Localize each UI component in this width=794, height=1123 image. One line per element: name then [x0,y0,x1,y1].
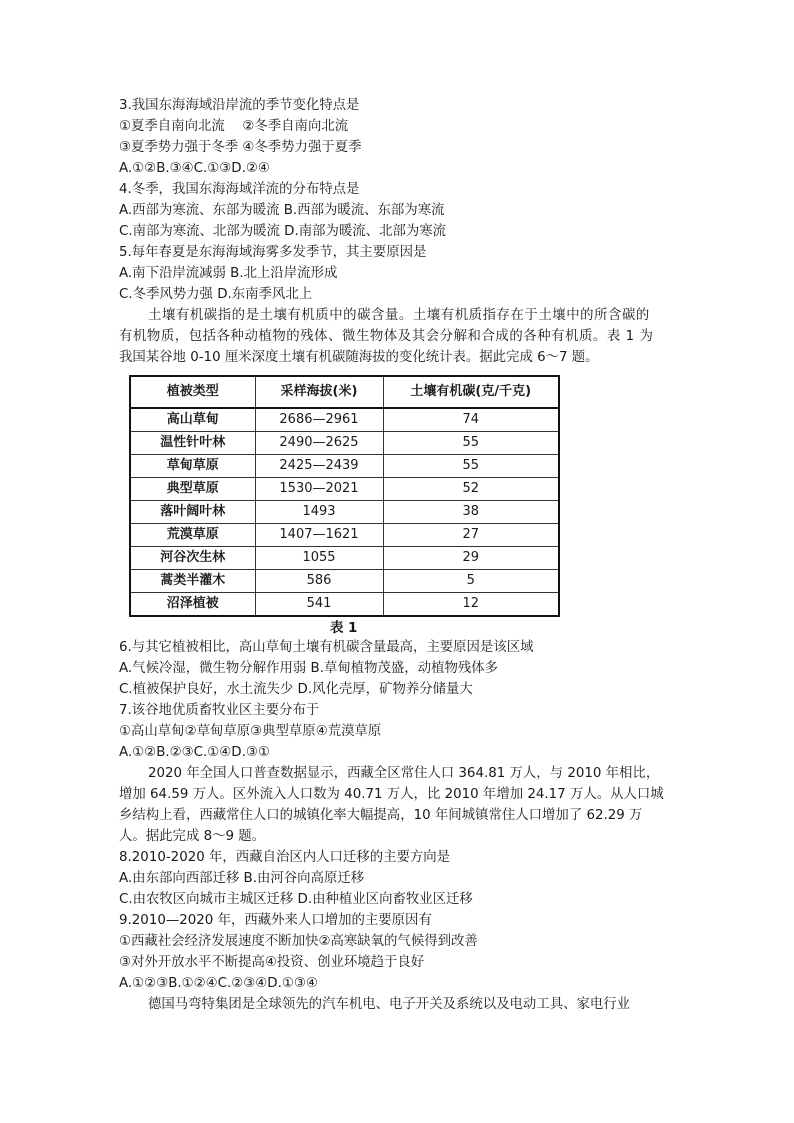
altitude-cell: 1055 [255,547,383,570]
table-header-cell: 土壤有机碳(克/千克) [383,376,559,408]
question-4-choices: A.西部为寒流、东部为暖流 B.西部为暖流、东部为寒流 [119,203,445,218]
table-row [130,501,559,524]
carbon-cell: 29 [383,547,559,570]
intro-paragraph-line: 有机物质，包括各种动植物的残体、微生物体及其会分解和合成的各种有机质。表 1 为 [119,329,654,344]
question-3-option-line: ③夏季势力强于冬季 ④冬季势力强于夏季 [119,140,362,155]
table-caption: 表 1 [330,621,358,636]
table-row [130,547,559,570]
question-6-choices: C.植被保护良好，水土流失少 D.风化壳厚，矿物养分储量大 [119,682,473,697]
soil-carbon-table [129,375,560,617]
vegetation-cell: 温性针叶林 [130,432,255,455]
altitude-cell: 1530—2021 [255,478,383,501]
carbon-cell: 55 [383,455,559,478]
table-header-row [130,376,559,408]
carbon-cell: 52 [383,478,559,501]
altitude-cell: 2425—2439 [255,455,383,478]
vegetation-cell: 草甸草原 [130,455,255,478]
altitude-cell: 1493 [255,501,383,524]
vegetation-cell: 河谷次生林 [130,547,255,570]
carbon-cell: 55 [383,432,559,455]
question-9-option-line: ①西藏社会经济发展速度不断加快②高寒缺氧的气候得到改善 [119,934,478,949]
census-paragraph-line: 2020 年全国人口普查数据显示，西藏全区常住人口 364.81 万人，与 2010 年相比， [148,766,660,781]
table-row [130,570,559,593]
table-row [130,455,559,478]
question-8-choices: C.由农牧区向城市主城区迁移 D.由种植业区向畜牧业区迁移 [119,892,473,907]
altitude-cell: 2686—2961 [255,408,383,432]
intro-paragraph-line: 土壤有机碳指的是土壤有机质中的碳含量。土壤有机质指存在于土壤中的所含碳的 [148,308,650,323]
question-8-stem: 8.2010-2020 年，西藏自治区内人口迁移的主要方向是 [119,850,451,865]
vegetation-cell: 高山草甸 [130,408,255,432]
question-3-choices: A.①②B.③④C.①③D.②④ [119,161,270,176]
table-row [130,478,559,501]
altitude-cell: 1407—1621 [255,524,383,547]
question-5-stem: 5.每年春夏是东海海域海雾多发季节，其主要原因是 [119,245,427,260]
altitude-cell: 586 [255,570,383,593]
vegetation-cell: 荒漠草原 [130,524,255,547]
carbon-cell: 5 [383,570,559,593]
table-row [130,408,559,432]
question-7-choices: A.①②B.②③C.①④D.③① [119,745,270,760]
question-9-stem: 9.2010—2020 年，西藏外来人口增加的主要原因有 [119,913,432,928]
census-paragraph-line: 乡结构上看，西藏常住人口的城镇化率大幅提高，10 年间城镇常住人口增加了 62.29 万 [119,808,643,823]
question-4-choices: C.南部为寒流、北部为暖流 D.南部为暖流、北部为寒流 [119,224,447,239]
census-paragraph-line: 人。据此完成 8～9 题。 [119,829,266,844]
question-6-choices: A.气候冷湿，微生物分解作用弱 B.草甸植物茂盛，动植物残体多 [119,661,499,676]
table-header-cell: 植被类型 [130,376,255,408]
vegetation-cell: 沼泽植被 [130,593,255,617]
vegetation-cell: 落叶阔叶林 [130,501,255,524]
carbon-cell: 27 [383,524,559,547]
next-passage-line: 德国马弯特集团是全球领先的汽车机电、电子开关及系统以及电动工具、家电行业 [148,997,631,1012]
question-7-option-line: ①高山草甸②草甸草原③典型草原④荒漠草原 [119,724,382,739]
altitude-cell: 2490—2625 [255,432,383,455]
question-9-option-line: ③对外开放水平不断提高④投资、创业环境趋于良好 [119,955,425,970]
question-4-stem: 4.冬季，我国东海海域洋流的分布特点是 [119,182,360,197]
carbon-cell: 74 [383,408,559,432]
question-6-stem: 6.与其它植被相比，高山草甸土壤有机碳含量最高，主要原因是该区域 [119,640,534,655]
altitude-cell: 541 [255,593,383,617]
table-header-cell: 采样海拔(米) [255,376,383,408]
question-3-option-line: ①夏季自南向北流 ②冬季自南向北流 [119,119,349,134]
vegetation-cell: 蒿类半灌木 [130,570,255,593]
intro-paragraph-line: 我国某谷地 0-10 厘米深度土壤有机碳随海拔的变化统计表。据此完成 6～7 题。 [119,350,599,365]
question-5-choices: A.南下沿岸流减弱 B.北上沿岸流形成 [119,266,338,281]
vegetation-cell: 典型草原 [130,478,255,501]
carbon-cell: 38 [383,501,559,524]
table-row [130,432,559,455]
question-3-stem: 3.我国东海海域沿岸流的季节变化特点是 [119,98,360,113]
question-7-stem: 7.该谷地优质畜牧业区主要分布于 [119,703,320,718]
question-8-choices: A.由东部向西部迁移 B.由河谷向高原迁移 [119,871,365,886]
question-5-choices: C.冬季风势力强 D.东南季风北上 [119,287,313,302]
census-paragraph-line: 增加 64.59 万人。区外流入人口数为 40.71 万人，比 2010 年增加 24.17 万人。从人口城 [119,787,664,802]
table-row [130,524,559,547]
question-9-choices: A.①②③B.①②④C.②③④D.①③④ [119,976,318,991]
table-row [130,593,559,617]
carbon-cell: 12 [383,593,559,617]
